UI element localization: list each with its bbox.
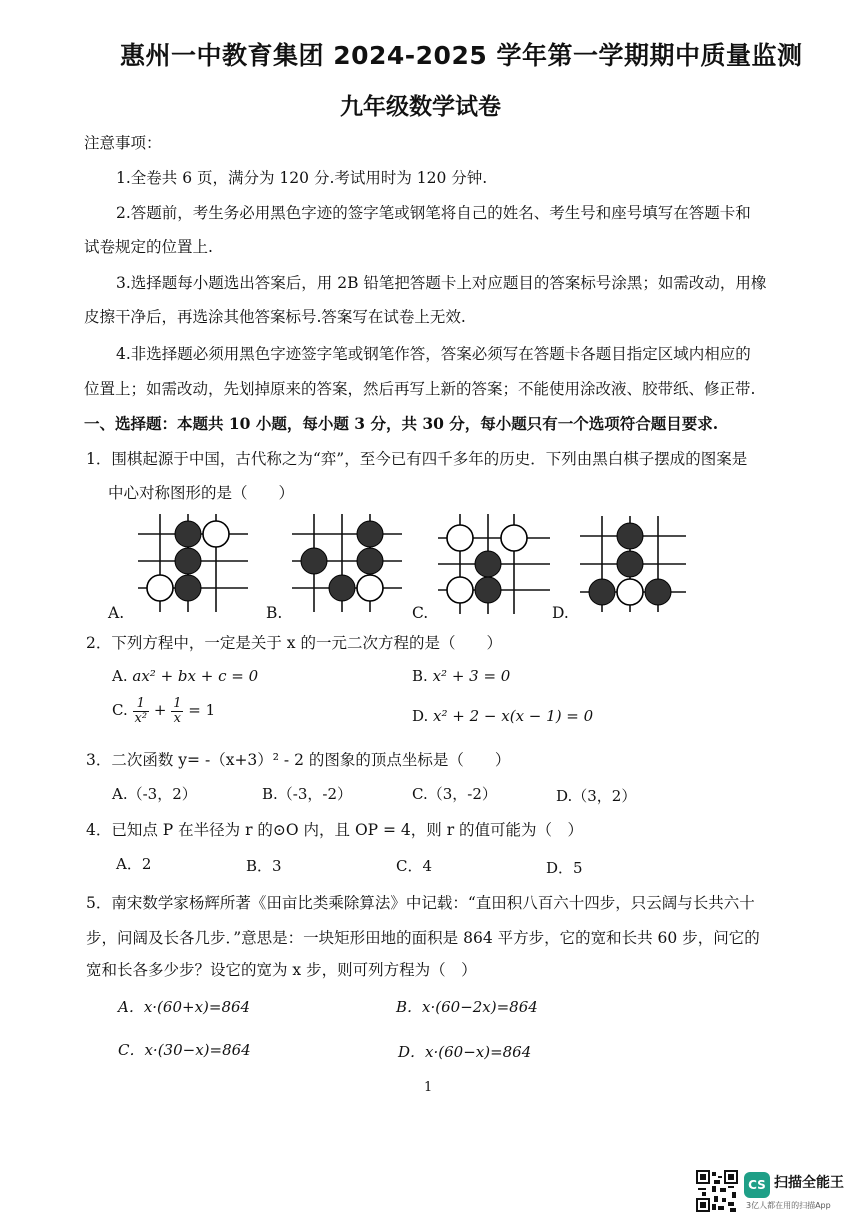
qr-code-icon (696, 1170, 738, 1212)
go-board-b (290, 512, 410, 616)
scanner-app-tagline: 3亿人都在用的扫描App (746, 1201, 831, 1210)
q3-option-d: D.（3，2） (556, 787, 637, 805)
scanner-app-logo-icon: CS (744, 1172, 770, 1198)
q5-option-a: A．x·(60+x)=864 (118, 998, 251, 1016)
go-board-c (436, 510, 554, 616)
q4-option-c: C．4 (396, 857, 433, 875)
q2-stem: 2．下列方程中，一定是关于 x 的一元二次方程的是（ ） (86, 634, 502, 652)
q2-b-label: B. (412, 667, 428, 685)
scanner-app-name: 扫描全能王 (774, 1175, 844, 1191)
q2-d-label: D. (412, 707, 429, 725)
note-2a: 2.答题前，考生务必用黑色字迹的签字笔或钢笔将自己的姓名、考生号和座号填写在答题卡和 (116, 204, 751, 222)
page-number: 1 (424, 1080, 433, 1095)
q2-a-label: A. (112, 667, 128, 685)
q5-option-d: D．x·(60−x)=864 (398, 1043, 532, 1061)
q2-option-a (112, 667, 258, 685)
exam-title: 惠州一中教育集团 2024-2025 学年第一学期期中质量监测 (120, 41, 803, 70)
q1-stem-line2: 中心对称图形的是（ ） (108, 484, 295, 502)
q2-c-fraction-2: $\frac{1}{x}$ (173, 696, 182, 726)
q1-label-d: D. (552, 604, 569, 622)
q4-option-a: A．2 (116, 855, 152, 873)
q2-c-label: C. (112, 701, 128, 720)
note-2b: 试卷规定的位置上. (84, 238, 213, 256)
q3-stem: 3．二次函数 y= -（x+3）² - 2 的图象的顶点坐标是（ ） (86, 751, 511, 769)
q5-stem-line2: 步，问阔及长各几步．”意思是：一块矩形田地的面积是 864 平方步，它的宽和长共 60 步，问它的 (86, 929, 760, 947)
q2-b-text: x² + 3 = 0 (432, 667, 511, 685)
q2-a-text: ax² + bx + c = 0 (132, 667, 259, 685)
note-4a: 4.非选择题必须用黑色字迹签字笔或钢笔作答，答案必须写在答题卡各题目指定区域内相应的 (116, 345, 751, 363)
go-board-d (578, 512, 690, 616)
note-3b: 皮擦干净后，再选涂其他答案标号.答案写在试卷上无效. (84, 308, 466, 326)
q1-label-a: A. (108, 604, 125, 622)
q1-label-b: B. (266, 604, 283, 622)
q5-stem-line1: 5．南宋数学家杨辉所著《田亩比类乘除算法》中记载：“直田积八百六十四步，只云阔与长共六十 (86, 894, 755, 912)
section-heading: 一、选择题：本题共 10 小题，每小题 3 分，共 30 分，每小题只有一个选项符合题目要求. (84, 414, 719, 433)
q1-label-c: C. (412, 604, 429, 622)
q5-option-b: B．x·(60−2x)=864 (396, 998, 538, 1016)
q3-option-c: C.（3，-2） (412, 785, 497, 803)
q2-option-c (112, 697, 215, 725)
q2-c-fraction-1: $\frac{1}{\text{x²}}$ (134, 696, 148, 726)
q1-stem-line1: 1．围棋起源于中国，古代称之为“弈”，至今已有四千多年的历史．下列由黑白棋子摆成的图案是 (86, 450, 748, 468)
q2-option-d (412, 707, 593, 725)
q3-option-a: A.（-3，2） (112, 785, 197, 803)
q3-option-b: B.（-3，-2） (262, 785, 353, 803)
q2-option-b (412, 667, 510, 685)
note-1: 1.全卷共 6 页，满分为 120 分.考试用时为 120 分钟. (116, 169, 488, 187)
q4-stem: 4．已知点 P 在半径为 r 的⊙O 内，且 OP = 4，则 r 的值可能为（ ） (86, 821, 584, 839)
note-4b: 位置上；如需改动，先划掉原来的答案，然后再写上新的答案；不能使用涂改液、胶带纸、修正带. (84, 380, 756, 398)
go-board-a (130, 512, 250, 616)
notes-heading: 注意事项： (84, 134, 162, 152)
q2-c-plus: + (153, 701, 167, 720)
q4-option-d: D．5 (546, 859, 583, 877)
q2-c-eq: = 1 (188, 701, 216, 720)
exam-subtitle: 九年级数学试卷 (340, 94, 501, 120)
q2-d-text: x² + 2 − x(x − 1) = 0 (433, 707, 594, 725)
q5-option-c: C．x·(30−x)=864 (118, 1041, 251, 1059)
note-3a: 3.选择题每小题选出答案后，用 2B 铅笔把答题卡上对应题目的答案标号涂黑；如需改动，用橡 (116, 274, 767, 292)
q4-option-b: B．3 (246, 857, 282, 875)
q5-stem-line3: 宽和长各多少步？设它的宽为 x 步，则可列方程为（ ） (86, 961, 477, 979)
